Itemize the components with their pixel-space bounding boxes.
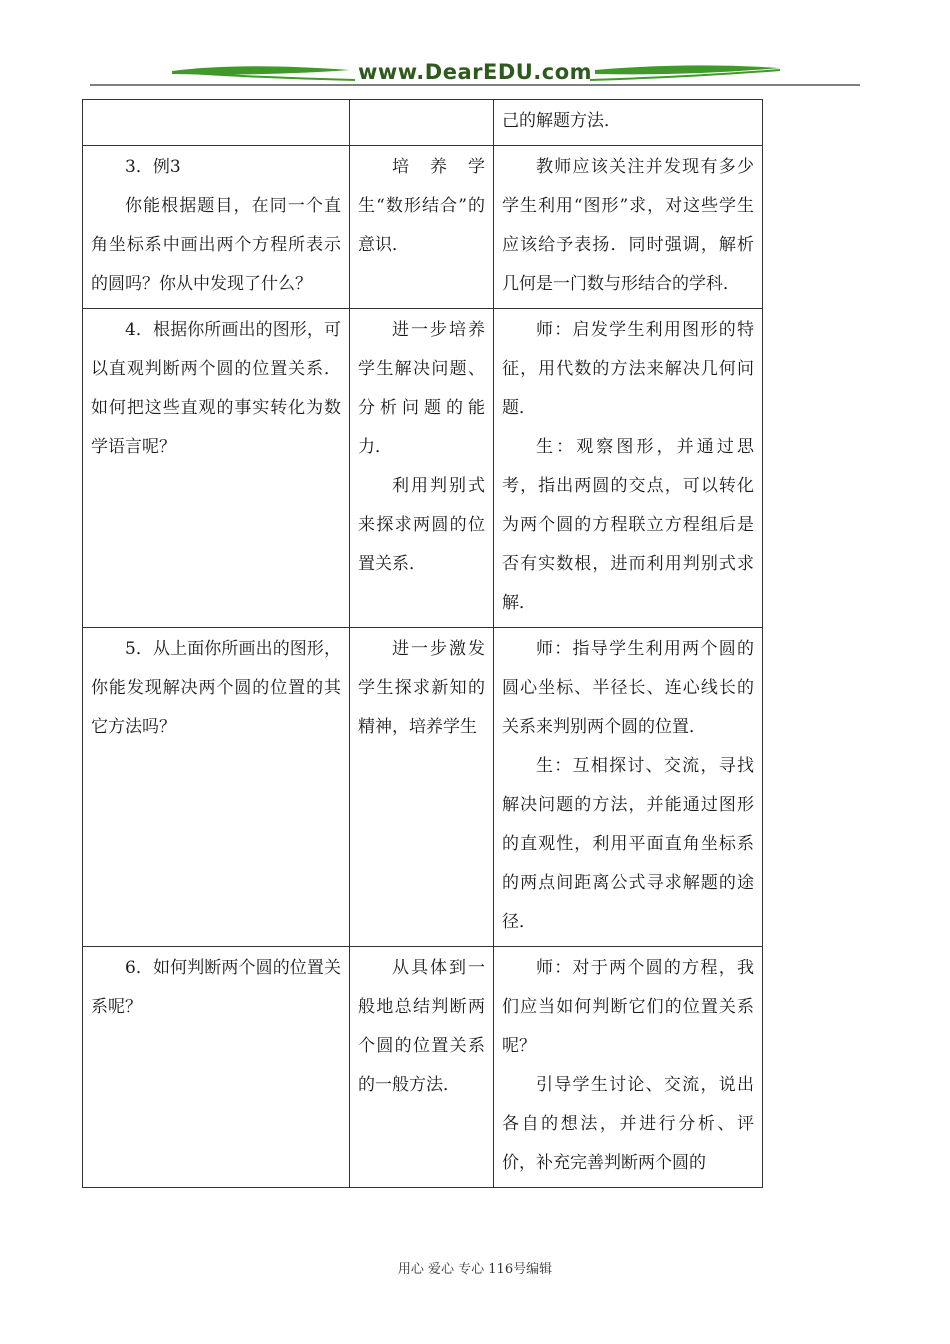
cell-content bbox=[83, 100, 350, 146]
cell-goal bbox=[350, 309, 494, 628]
paragraph: 进一步培养学生解决问题、分析问题的能力． bbox=[358, 320, 485, 457]
cell-activity bbox=[494, 309, 763, 628]
paragraph: 生：互相探讨、交流，寻找解决问题的方法，并能通过图形的直观性，利用平面直角坐标系的两点间距离公式寻求解题的途径． bbox=[502, 756, 754, 932]
table-row bbox=[83, 309, 763, 628]
paragraph: 利用判别式来探求两圆的位置关系． bbox=[358, 476, 485, 574]
paragraph: 己的解题方法． bbox=[502, 111, 621, 131]
cell-goal bbox=[350, 100, 494, 146]
paragraph: 4．根据你所画出的图形，可以直观判断两个圆的位置关系．如何把这些直观的事实转化为数学语言呢？ bbox=[91, 320, 341, 457]
cell-activity bbox=[494, 628, 763, 947]
table-row bbox=[83, 100, 763, 146]
page-header bbox=[90, 58, 860, 90]
cell-content bbox=[83, 947, 350, 1188]
cell-content bbox=[83, 309, 350, 628]
table-row bbox=[83, 947, 763, 1188]
paragraph: 3．例3 bbox=[125, 157, 181, 177]
table-row bbox=[83, 628, 763, 947]
paragraph: 5．从上面你所画出的图形，你能发现解决两个圆的位置的其它方法吗？ bbox=[91, 639, 341, 737]
paragraph: 6．如何判断两个圆的位置关系呢？ bbox=[91, 958, 341, 1017]
cell-goal bbox=[350, 628, 494, 947]
paragraph: 师：对于两个圆的方程，我们应当如何判断它们的位置关系呢？ bbox=[502, 958, 754, 1056]
table-row bbox=[83, 146, 763, 309]
cell-activity bbox=[494, 947, 763, 1188]
paragraph: 生：观察图形，并通过思考，指出两圆的交点，可以转化为两个圆的方程联立方程组后是否有实数根，进而利用判别式求解． bbox=[502, 437, 754, 613]
site-name: www.DearEDU.com bbox=[357, 60, 593, 84]
lesson-table bbox=[82, 99, 763, 1188]
paragraph: 从具体到一般地总结判断两个圆的位置关系的一般方法． bbox=[358, 958, 485, 1095]
paragraph: 教师应该关注并发现有多少学生利用“图形”求，对这些学生应该给予表扬．同时强调，解析几何是一门数与形结合的学科． bbox=[502, 157, 754, 294]
paragraph: 引导学生讨论、交流，说出各自的想法，并进行分析、评价，补充完善判断两个圆的 bbox=[502, 1075, 754, 1173]
cell-activity bbox=[494, 146, 763, 309]
paragraph: 培养学生“数形结合”的意识． bbox=[358, 157, 485, 255]
cell-activity bbox=[494, 100, 763, 146]
cell-content bbox=[83, 146, 350, 309]
cell-goal bbox=[350, 947, 494, 1188]
page-footer: 用心 爱心 专心 116号编辑 bbox=[397, 1262, 553, 1277]
paragraph: 师：指导学生利用两个圆的圆心坐标、半径长、连心线长的关系来判别两个圆的位置． bbox=[502, 639, 754, 737]
cell-content bbox=[83, 628, 350, 947]
paragraph: 你能根据题目，在同一个直角坐标系中画出两个方程所表示的圆吗？你从中发现了什么？ bbox=[91, 196, 341, 294]
paragraph: 师：启发学生利用图形的特征，用代数的方法来解决几何问题． bbox=[502, 320, 754, 418]
paragraph: 进一步激发学生探求新知的精神，培养学生 bbox=[358, 639, 485, 737]
cell-goal bbox=[350, 146, 494, 309]
